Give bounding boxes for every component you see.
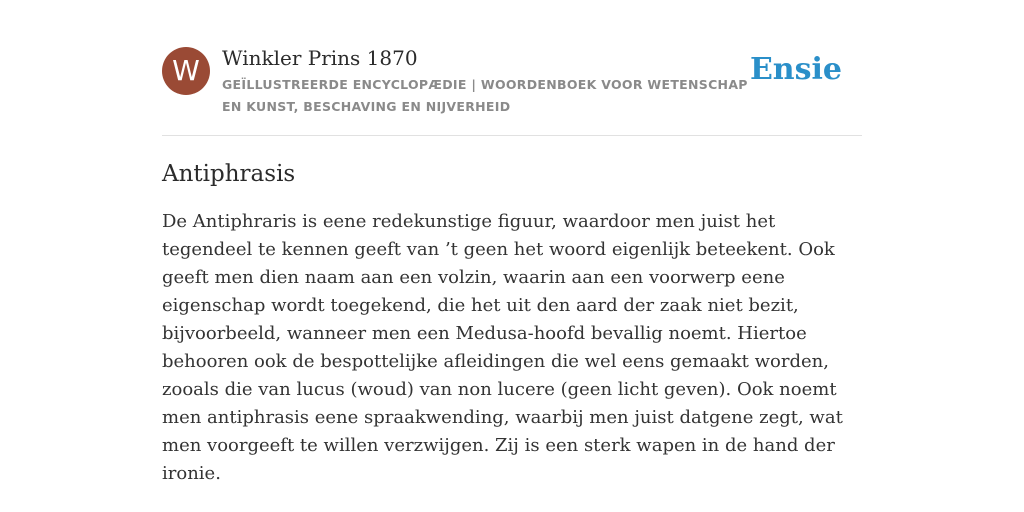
source-avatar[interactable]: W bbox=[162, 47, 210, 95]
entry-body: De Antiphraris is eene redekunstige figuur, waardoor men juist het tegendeel te kennen geeft van ’t geen het woord eigenlijk beteekent. Ook geeft men dien naam aan een volzin, waarin aan een voorwerp eene eigenschap wordt toegekend, die het uit den aard der zaak niet bezit, bijvoorbeeld, wanneer men een Medusa-hoofd bevallig noemt. Hiertoe behooren ook de bespottelijke afleidingen die wel eens gemaakt worden, zooals die van lucus (woud) van non lucere (geen licht geven). Ook noemt men antiphrasis eene spraakwending, waarbij men juist datgene zegt, wat men voorgeeft te willen verzwijgen. Zij is een sterk wapen in de hand der ironie. bbox=[162, 211, 843, 484]
source-subtitle: GEÏLLUSTREERDE ENCYCLOPÆDIE | WOORDENBOEK VOOR WETENSCHAP EN KUNST, BESCHAVING EN NIJVERHEID bbox=[222, 77, 748, 114]
ensie-logo-link[interactable]: Ensie bbox=[749, 52, 842, 87]
source-header bbox=[162, 0, 862, 136]
source-info bbox=[222, 44, 752, 118]
entry-title: Antiphrasis bbox=[162, 161, 296, 187]
source-title[interactable]: Winkler Prins 1870 bbox=[222, 46, 418, 70]
entry-card bbox=[162, 0, 862, 488]
